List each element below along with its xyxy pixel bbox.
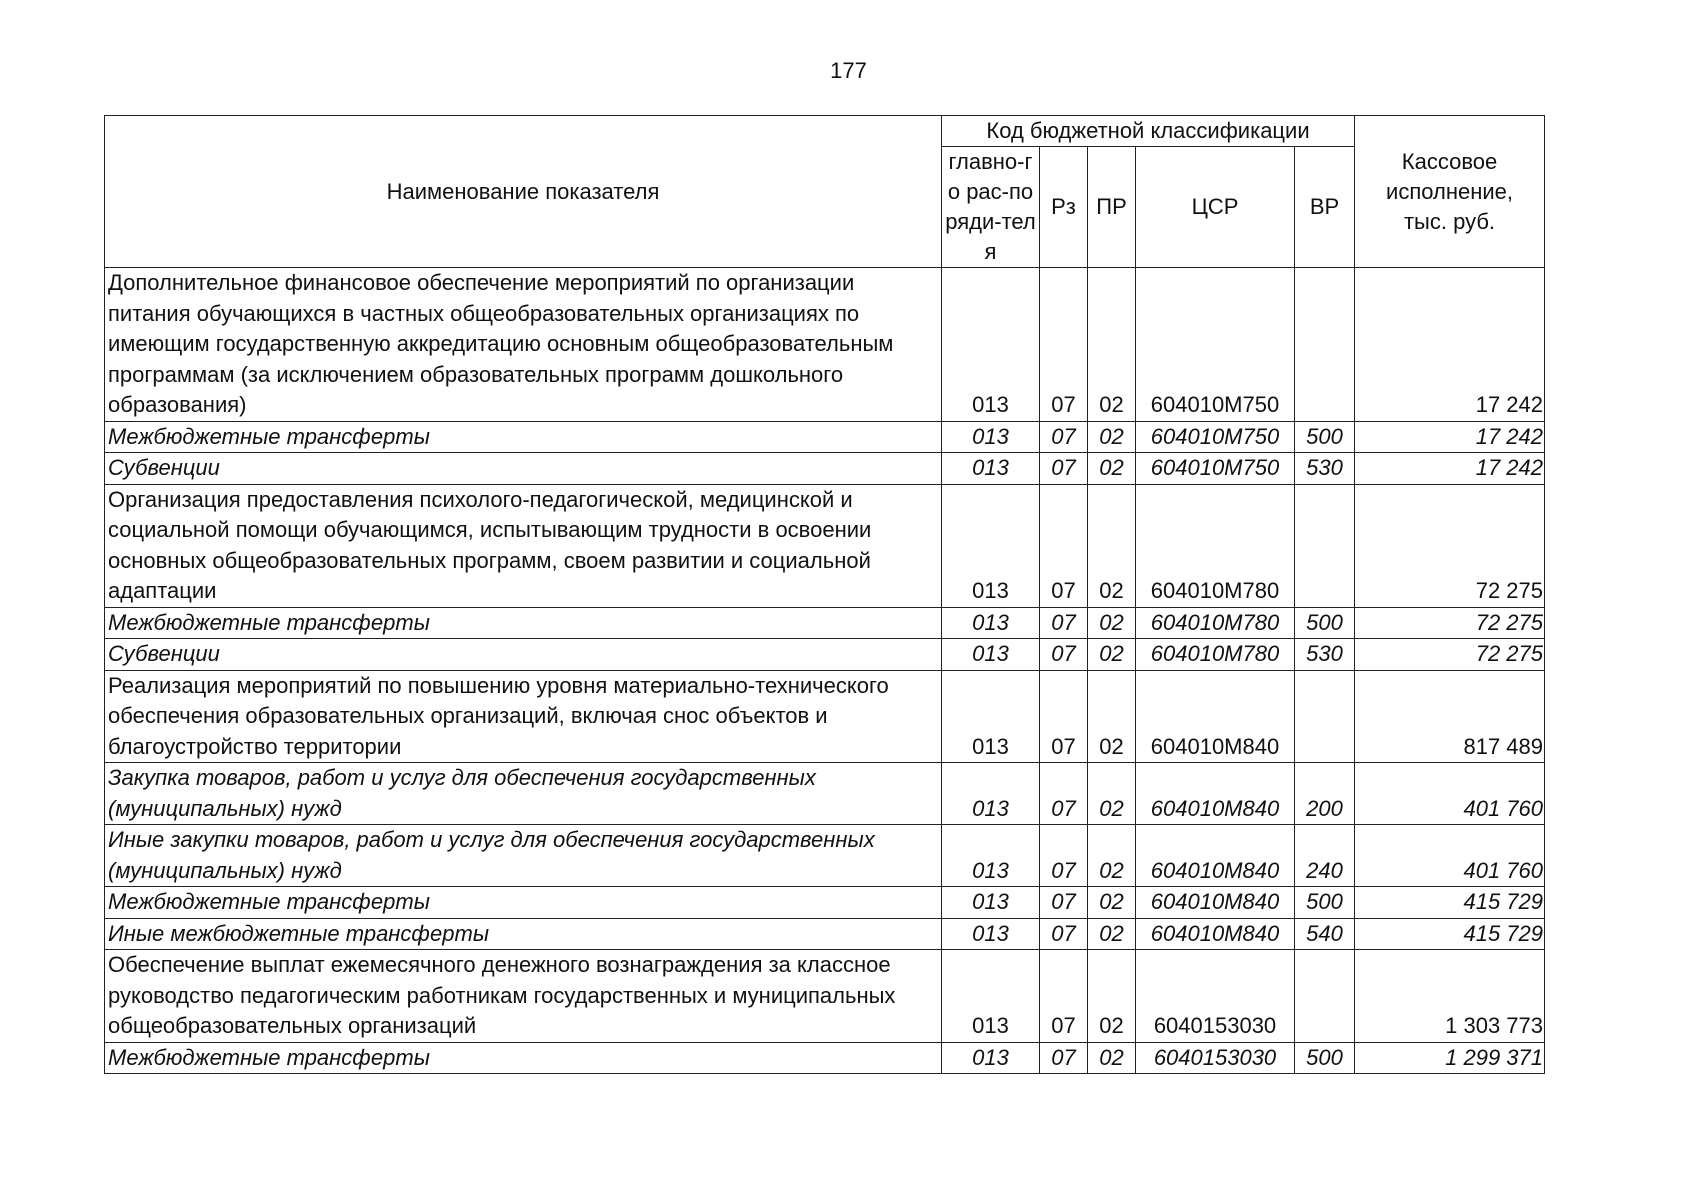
cell-amount: 401 760 [1355,763,1545,825]
cell-amount: 415 729 [1355,918,1545,950]
cell-csr: 6040153030 [1136,950,1295,1043]
cell-csr: 604010М780 [1136,639,1295,671]
cell-rz: 07 [1040,639,1088,671]
cell-rz: 07 [1040,887,1088,919]
cell-gr: 013 [942,484,1040,607]
cell-gr: 013 [942,763,1040,825]
cell-gr: 013 [942,639,1040,671]
cell-rz: 07 [1040,607,1088,639]
cell-pr: 02 [1088,825,1136,887]
cell-name: Иные закупки товаров, работ и услуг для обеспечения государственных (муниципальных) нужд [105,825,942,887]
table-row [105,825,1545,887]
cell-vr: 240 [1295,825,1355,887]
cell-csr: 604010М840 [1136,825,1295,887]
page-number: 177 [830,58,867,83]
cell-name: Иные межбюджетные трансферты [105,918,942,950]
table-row [105,1042,1545,1074]
cell-gr: 013 [942,268,1040,422]
cell-gr: 013 [942,950,1040,1043]
cell-gr: 013 [942,670,1040,763]
cell-pr: 02 [1088,453,1136,485]
cell-csr: 604010М840 [1136,670,1295,763]
table-row [105,639,1545,671]
cell-vr: 500 [1295,421,1355,453]
cell-amount: 72 275 [1355,607,1545,639]
cell-csr: 6040153030 [1136,1042,1295,1074]
header-row-top [105,116,1545,147]
table-row [105,887,1545,919]
cell-gr: 013 [942,887,1040,919]
table-row [105,268,1545,422]
cell-name: Субвенции [105,453,942,485]
cell-amount: 17 242 [1355,453,1545,485]
cell-rz: 07 [1040,763,1088,825]
header-csr: ЦСР [1136,147,1295,268]
cell-rz: 07 [1040,950,1088,1043]
table-row [105,670,1545,763]
cell-pr: 02 [1088,1042,1136,1074]
cell-rz: 07 [1040,1042,1088,1074]
table-row [105,607,1545,639]
cell-amount: 72 275 [1355,484,1545,607]
cell-vr [1295,268,1355,422]
cell-pr: 02 [1088,887,1136,919]
cell-gr: 013 [942,1042,1040,1074]
cell-name: Обеспечение выплат ежемесячного денежного вознаграждения за классное руководство педагогическим работникам государственных и муниципальных общеобразовательных организаций [105,950,942,1043]
header-name: Наименование показателя [105,116,942,268]
header-amount: Кассовое исполнение, тыс. руб. [1355,116,1545,268]
cell-amount: 817 489 [1355,670,1545,763]
cell-pr: 02 [1088,268,1136,422]
cell-pr: 02 [1088,763,1136,825]
table-row [105,484,1545,607]
table-row [105,918,1545,950]
table-row [105,763,1545,825]
cell-name: Организация предоставления психолого-педагогической, медицинской и социальной помощи обучающимся, испытывающим трудности в освоении основных общеобразовательных программ, своем развитии и социальной адаптации [105,484,942,607]
cell-amount: 72 275 [1355,639,1545,671]
cell-vr: 500 [1295,607,1355,639]
cell-gr: 013 [942,607,1040,639]
cell-vr: 530 [1295,639,1355,671]
cell-gr: 013 [942,825,1040,887]
cell-name: Субвенции [105,639,942,671]
cell-pr: 02 [1088,607,1136,639]
cell-gr: 013 [942,421,1040,453]
cell-rz: 07 [1040,453,1088,485]
cell-pr: 02 [1088,484,1136,607]
cell-csr: 604010М840 [1136,918,1295,950]
cell-csr: 604010М750 [1136,453,1295,485]
cell-amount: 1 303 773 [1355,950,1545,1043]
cell-amount: 17 242 [1355,268,1545,422]
header-gr: главно-го рас-поряди-теля [942,147,1040,268]
cell-rz: 07 [1040,484,1088,607]
cell-rz: 07 [1040,268,1088,422]
cell-vr: 530 [1295,453,1355,485]
cell-rz: 07 [1040,918,1088,950]
table-row [105,421,1545,453]
cell-name: Межбюджетные трансферты [105,1042,942,1074]
cell-pr: 02 [1088,918,1136,950]
cell-rz: 07 [1040,670,1088,763]
cell-vr: 500 [1295,1042,1355,1074]
cell-csr: 604010М780 [1136,607,1295,639]
header-rz: Рз [1040,147,1088,268]
cell-amount: 1 299 371 [1355,1042,1545,1074]
cell-csr: 604010М780 [1136,484,1295,607]
cell-pr: 02 [1088,421,1136,453]
cell-name: Межбюджетные трансферты [105,887,942,919]
cell-csr: 604010М840 [1136,887,1295,919]
cell-rz: 07 [1040,825,1088,887]
cell-gr: 013 [942,918,1040,950]
cell-csr: 604010М750 [1136,268,1295,422]
cell-name: Межбюджетные трансферты [105,607,942,639]
cell-amount: 17 242 [1355,421,1545,453]
cell-vr: 500 [1295,887,1355,919]
table-header [105,116,1545,268]
cell-pr: 02 [1088,670,1136,763]
cell-vr: 540 [1295,918,1355,950]
header-vr: ВР [1295,147,1355,268]
cell-csr: 604010М750 [1136,421,1295,453]
cell-csr: 604010М840 [1136,763,1295,825]
cell-name: Закупка товаров, работ и услуг для обеспечения государственных (муниципальных) нужд [105,763,942,825]
cell-vr [1295,484,1355,607]
header-code-group: Код бюджетной классификации [942,116,1355,147]
cell-vr: 200 [1295,763,1355,825]
cell-name: Реализация мероприятий по повышению уровня материально-технического обеспечения образовательных организаций, включая снос объектов и благоустройство территории [105,670,942,763]
table-body [105,268,1545,1074]
cell-rz: 07 [1040,421,1088,453]
header-pr: ПР [1088,147,1136,268]
cell-pr: 02 [1088,950,1136,1043]
cell-name: Межбюджетные трансферты [105,421,942,453]
cell-vr [1295,950,1355,1043]
budget-table [104,115,1545,1074]
cell-vr [1295,670,1355,763]
cell-pr: 02 [1088,639,1136,671]
cell-amount: 401 760 [1355,825,1545,887]
cell-name: Дополнительное финансовое обеспечение мероприятий по организации питания обучающихся в частных общеобразовательных организациях по имеющим государственную аккредитацию основным общеобразовательным программам (за исключением образовательных программ дошкольного образования) [105,268,942,422]
table-row [105,453,1545,485]
cell-amount: 415 729 [1355,887,1545,919]
table-row [105,950,1545,1043]
cell-gr: 013 [942,453,1040,485]
